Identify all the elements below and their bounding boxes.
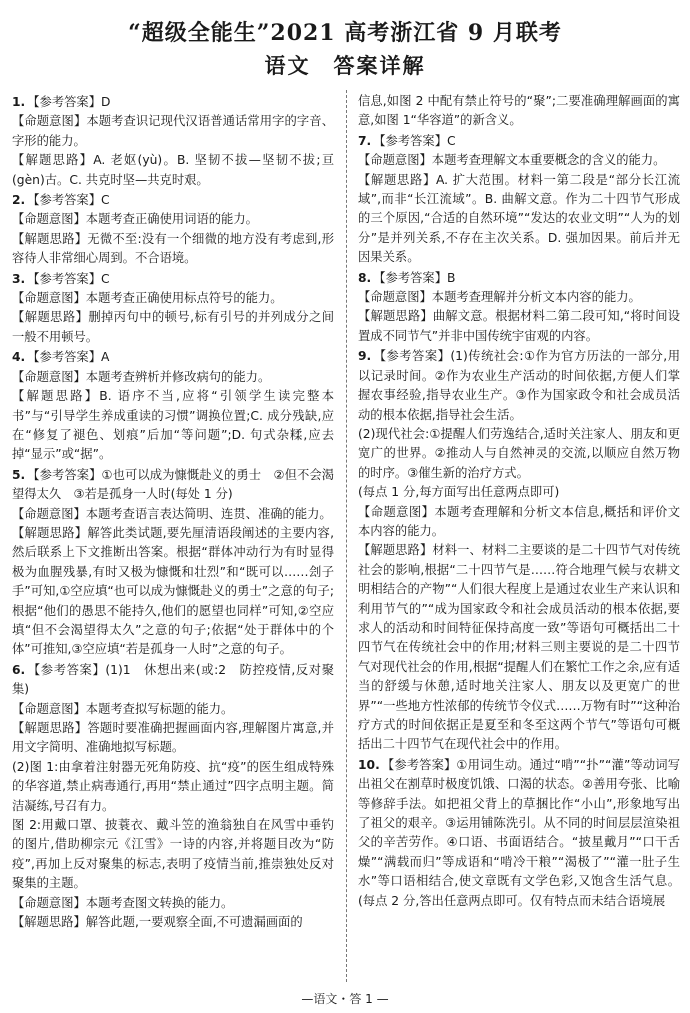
question-number: 10. bbox=[358, 757, 380, 772]
answer-text: 【参考答案】C bbox=[373, 133, 456, 148]
explanation-paragraph: 【解题思路】A. 老妪(yù)。B. 坚韧不拔—坚韧不拔;亘(gèn)古。C. 共克时坚—共克时艰。 bbox=[12, 153, 334, 187]
answer-item-heading bbox=[12, 93, 334, 112]
right-column bbox=[358, 92, 680, 982]
explanation-paragraph: 【命题意图】本题考查辨析并修改病句的能力。 bbox=[12, 369, 271, 384]
explanation-paragraph: 【解题思路】答题时要准确把握画面内容,理解图片寓意,并用文字简明、准确地拟写标题。 bbox=[12, 721, 334, 755]
question-number: 5. bbox=[12, 467, 26, 482]
question-number: 2. bbox=[12, 193, 26, 208]
answer-text: 【参考答案】(1)1 休想出来(或:2 防控疫情,反对聚集) bbox=[12, 662, 334, 697]
answer-item-heading bbox=[358, 132, 680, 151]
question-number: 7. bbox=[358, 133, 372, 148]
answer-item-heading bbox=[358, 269, 680, 288]
explanation-paragraph: 信息,如图 2 中配有禁止符号的“聚”;二要准确理解画面的寓意,如图 1“华容道”的新含义。 bbox=[358, 94, 680, 128]
explanation-paragraph: 【解题思路】解答此类试题,要先厘清语段阐述的主要内容,然后联系上下文推断出答案。根据“群体冲动行为有时显得极为血腥残暴,有时又极为慷慨和壮烈”和“既可以……刽子手”可知,①空应填“也可以成为慷慨赴义的勇士”之意的句子;根据“他们的愚思不能持久,他们的愿望也同样”可知,②空应填“但不会渴望得太久”之意的句子;依据“处于群体中的个体”可推知,③空应填“若是孤身一人时”之意的句子。 bbox=[12, 525, 334, 657]
answer-item-heading bbox=[12, 348, 334, 367]
explanation-paragraph: 【命题意图】本题考查理解并分析文本内容的能力。 bbox=[358, 290, 641, 305]
explanation-paragraph: 【解题思路】解答此题,一要观察全面,不可遗漏画面的 bbox=[12, 915, 303, 930]
question-number: 8. bbox=[358, 270, 372, 285]
answer-item-heading bbox=[12, 191, 334, 210]
question-number: 6. bbox=[12, 662, 26, 677]
answer-text: 【参考答案】①也可以成为慷慨赴义的勇士 ②但不会渴望得太久 ③若是孤身一人时(每处 1 分) bbox=[12, 467, 334, 502]
answer-item-heading bbox=[12, 661, 334, 700]
answer-text: 【参考答案】C bbox=[27, 271, 110, 286]
question-number: 1. bbox=[12, 95, 26, 109]
question-number: 9. bbox=[358, 349, 372, 364]
explanation-paragraph: 【命题意图】本题考查拟写标题的能力。 bbox=[12, 701, 234, 716]
explanation-paragraph: 【解题思路】无微不至:没有一个细微的地方没有考虑到,形容待人非常细心周到。不合语境。 bbox=[12, 231, 334, 266]
question-number: 3. bbox=[12, 271, 26, 286]
question-number: 4. bbox=[12, 350, 26, 365]
explanation-paragraph: 【命题意图】本题考查正确使用词语的能力。 bbox=[12, 212, 258, 227]
page-title: “超级全能生”2021 高考浙江省 9 月联考 bbox=[128, 20, 562, 46]
answer-text: 【参考答案】D bbox=[27, 95, 111, 109]
explanation-paragraph: 【解题思路】材料一、材料二主要谈的是二十四节气对传统社会的影响,根据“二十四节气是……符合地理气候与农耕文明相结合的产物”“人们很大程度上是通过农业生产来认识和利用节气的”“成为国家政令和社会成员活动的根本依据,要求人的活动和时间特征保持高度一致”等语句可概括出二十四节气在传统社会中的作用;材料三则主要说的是二十四节气对现代社会的作用,根据“提醒人们在繁忙工作之余,应有适当的舒缓与休憩,适时地关注家人、朋友以及更宽广的世界”“一些地方性浓郁的传统节令仪式……万物有时”“这种治疗方式的时间依据正是夏至和冬至这两个节气”等语句可概括出二十四节气在现代社会中的作用。 bbox=[358, 543, 680, 752]
explanation-paragraph: 【解题思路】删掉丙句中的顿号,标有引号的并列成分之间一般不用顿号。 bbox=[12, 310, 334, 344]
answer-item-heading bbox=[358, 347, 680, 425]
page-footer: —语文・答 1 — bbox=[301, 992, 389, 1006]
explanation-paragraph: 图 2:用戴口罩、披蓑衣、戴斗笠的渔翁独自在风雪中垂钓的图片,借助柳宗元《江雪》一诗的内容,并将题目改为“防疫”,再加上反对聚集的标志,表明了疫情当前,推崇独处反对聚集的主题。 bbox=[12, 818, 334, 891]
explanation-paragraph: 【解题思路】B. 语序不当,应将“引领学生读完整本书”与“引导学生养成重读的习惯”调换位置;C. 成分残缺,应在“修复了褪色、划痕”后加“等问题”;D. 句式杂糅,应去掉“显示”或“据”。 bbox=[12, 389, 334, 462]
explanation-paragraph: 【解题思路】A. 扩大范围。材料一第二段是“部分长江流域”,而非“长江流域”。B. 曲解文意。作为二十四节气形成的三个原因,“合适的自然环境”“发达的农业文明”“人为的划分”是并列关系,不存在主次关系。D. 强加因果。前后并无因果关系。 bbox=[358, 172, 680, 265]
answer-item-heading bbox=[358, 756, 680, 911]
explanation-paragraph: 【命题意图】本题考查图文转换的能力。 bbox=[12, 895, 234, 910]
explanation-paragraph: 【命题意图】本题考查正确使用标点符号的能力。 bbox=[12, 291, 283, 306]
explanation-paragraph: 【命题意图】本题考查语言表达简明、连贯、准确的能力。 bbox=[12, 506, 332, 521]
explanation-paragraph: (2)现代社会:①提醒人们劳逸结合,适时关注家人、朋友和更宽广的世界。②推动人与自然神灵的交流,以顺应自然万物的时序。③催生新的治疗方式。 bbox=[358, 426, 680, 480]
answer-text: 【参考答案】C bbox=[27, 193, 110, 208]
explanation-paragraph: 【解题思路】曲解文意。根据材料二第二段可知,“将时间设置成不同节气”并非中国传统宇宙观的内容。 bbox=[358, 309, 680, 343]
answer-text: 【参考答案】①用词生动。通过“啃”“扑”“灌”等动词写出祖父在割草时极度饥饿、口渴的状态。②善用夸张、比喻等修辞手法。如把祖父背上的草捆比作“小山”,形象地写出了祖父的艰辛。③运用铺陈洗引。从不同的时间层层渲染祖父的辛苦劳作。④口语、书面语结合。“披星戴月”“口干舌燥”“满载而归”等成语和“啃冷干粮”“渴极了”“灌一肚子生水”等口语相结合,使文章既有文学色彩,又饱含生活气息。(每点 2 分,答出任意两点即可。仅有特点而未结合语境展 bbox=[358, 757, 680, 908]
explanation-paragraph: (2)图 1:由拿着注射器无死角防疫、抗“疫”的医生组成特殊的华容道,禁止病毒通行,再用“禁止通过”四字点明主题。简洁凝练,号召有力。 bbox=[12, 759, 334, 813]
answer-item-heading bbox=[12, 270, 334, 289]
answer-text: 【参考答案】(1)传统社会:①作为官方历法的一部分,用以记录时间。②作为农业生产活动的时间依据,方便人们掌握农事经验,指导农业生产。③作为国家政令和社会成员活动的根本依据,指导社会生活。 bbox=[358, 349, 680, 422]
explanation-paragraph: 【命题意图】本题考查理解文本重要概念的含义的能力。 bbox=[358, 153, 666, 168]
answer-text: 【参考答案】A bbox=[27, 350, 110, 365]
page-subtitle: 语文 答案详解 bbox=[264, 53, 426, 78]
explanation-paragraph: (每点 1 分,每方面写出任意两点即可) bbox=[358, 485, 560, 500]
answer-item-heading bbox=[12, 466, 334, 505]
explanation-paragraph: 【命题意图】本题考查识记现代汉语普通话常用字的字音、字形的能力。 bbox=[12, 114, 334, 148]
column-divider bbox=[346, 90, 347, 982]
left-column bbox=[12, 92, 334, 982]
answer-text: 【参考答案】B bbox=[373, 270, 456, 285]
explanation-paragraph: 【命题意图】本题考查理解和分析文本信息,概括和评价文本内容的能力。 bbox=[358, 504, 680, 538]
